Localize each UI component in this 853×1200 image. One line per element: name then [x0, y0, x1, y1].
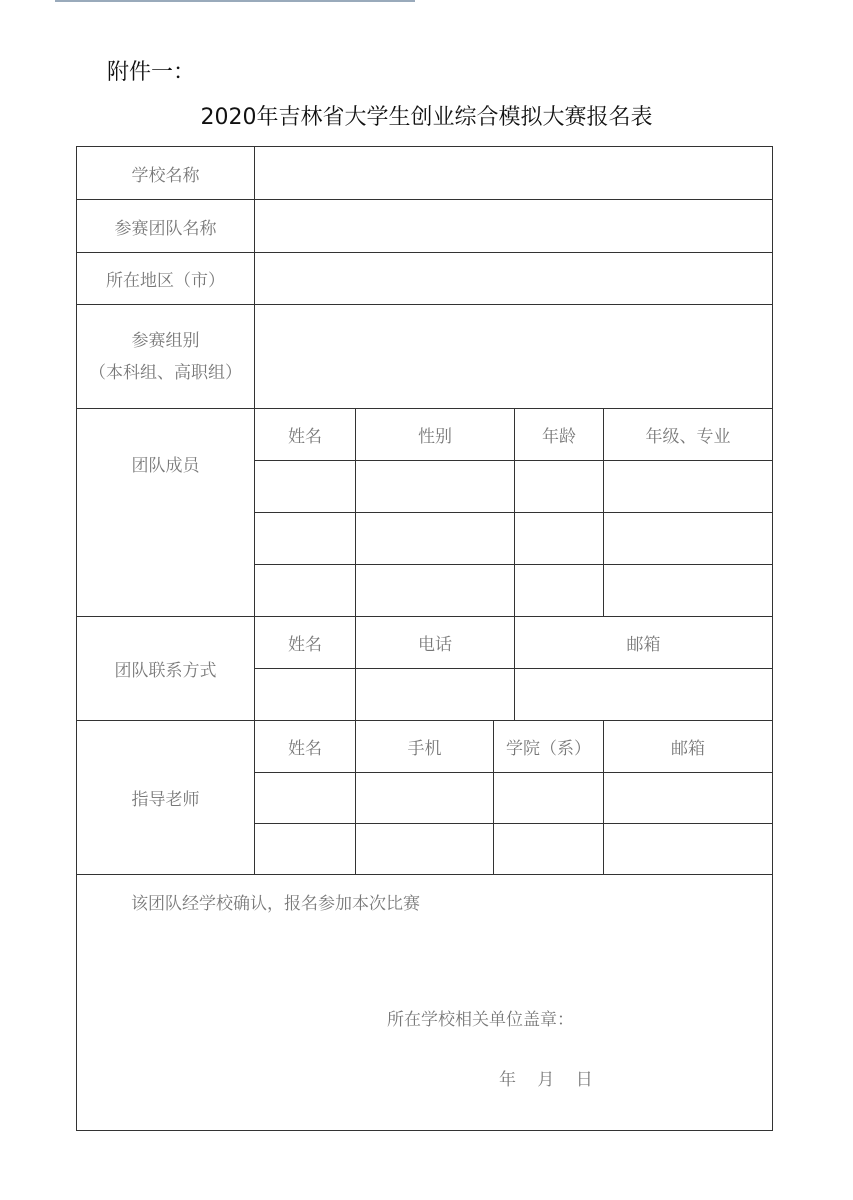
advisor-name-cell[interactable]: [255, 824, 356, 875]
members-header-age: 年龄: [515, 409, 604, 461]
group-label-line2: （本科组、高职组）: [89, 362, 242, 383]
confirmation-statement: 该团队经学校确认，报名参加本次比赛: [131, 894, 420, 914]
group-label-line1: 参赛组别: [131, 330, 200, 351]
members-label: 团队成员: [77, 409, 255, 617]
contact-name-cell[interactable]: [255, 669, 356, 721]
team-name-field[interactable]: [255, 200, 773, 253]
advisor-mobile-cell[interactable]: [356, 773, 494, 824]
member-grade-major-cell[interactable]: [604, 461, 773, 513]
registration-form: [76, 146, 773, 1131]
member-gender-cell[interactable]: [356, 513, 515, 565]
school-name-field[interactable]: [255, 147, 773, 200]
member-age-cell[interactable]: [515, 565, 604, 617]
member-gender-cell[interactable]: [356, 565, 515, 617]
members-header-row: [77, 409, 773, 461]
contact-header-row: [77, 617, 773, 669]
region-field[interactable]: [255, 253, 773, 305]
region-label: 所在地区（市）: [77, 253, 255, 305]
member-age-cell[interactable]: [515, 461, 604, 513]
confirmation-cell: [77, 875, 773, 1131]
advisor-college-cell[interactable]: [494, 773, 604, 824]
advisor-name-cell[interactable]: [255, 773, 356, 824]
row-region: [77, 253, 773, 305]
member-name-cell[interactable]: [255, 513, 356, 565]
row-school-name: [77, 147, 773, 200]
members-header-grade-major: 年级、专业: [604, 409, 773, 461]
page-title: 2020年吉林省大学生创业综合模拟大赛报名表: [200, 105, 653, 130]
advisor-mobile-cell[interactable]: [356, 824, 494, 875]
member-gender-cell[interactable]: [356, 461, 515, 513]
member-grade-major-cell[interactable]: [604, 513, 773, 565]
advisor-header-email: 邮箱: [604, 721, 773, 773]
contact-header-name: 姓名: [255, 617, 356, 669]
member-grade-major-cell[interactable]: [604, 565, 773, 617]
member-name-cell[interactable]: [255, 461, 356, 513]
member-age-cell[interactable]: [515, 513, 604, 565]
contact-header-phone: 电话: [356, 617, 515, 669]
members-header-gender: 性别: [356, 409, 515, 461]
advisor-header-name: 姓名: [255, 721, 356, 773]
advisor-label: 指导老师: [77, 721, 255, 875]
team-name-label: 参赛团队名称: [77, 200, 255, 253]
row-team-name: [77, 200, 773, 253]
school-name-label: 学校名称: [77, 147, 255, 200]
date-label: 年 月 日: [499, 1070, 601, 1090]
group-field[interactable]: [255, 305, 773, 409]
contact-email-cell[interactable]: [515, 669, 773, 721]
registration-table: [76, 146, 773, 1131]
top-edge-rule: [55, 0, 415, 2]
member-name-cell[interactable]: [255, 565, 356, 617]
attachment-label: 附件一：: [107, 60, 196, 85]
advisor-header-mobile: 手机: [356, 721, 494, 773]
members-header-name: 姓名: [255, 409, 356, 461]
advisor-header-row: [77, 721, 773, 773]
advisor-email-cell[interactable]: [604, 824, 773, 875]
advisor-college-cell[interactable]: [494, 824, 604, 875]
advisor-email-cell[interactable]: [604, 773, 773, 824]
contact-label: 团队联系方式: [77, 617, 255, 721]
advisor-header-college: 学院（系）: [494, 721, 604, 773]
seal-label: 所在学校相关单位盖章：: [387, 1010, 574, 1030]
row-group: [77, 305, 773, 409]
group-label: [77, 305, 255, 409]
confirmation-row: [77, 875, 773, 1131]
contact-header-email: 邮箱: [515, 617, 773, 669]
contact-phone-cell[interactable]: [356, 669, 515, 721]
